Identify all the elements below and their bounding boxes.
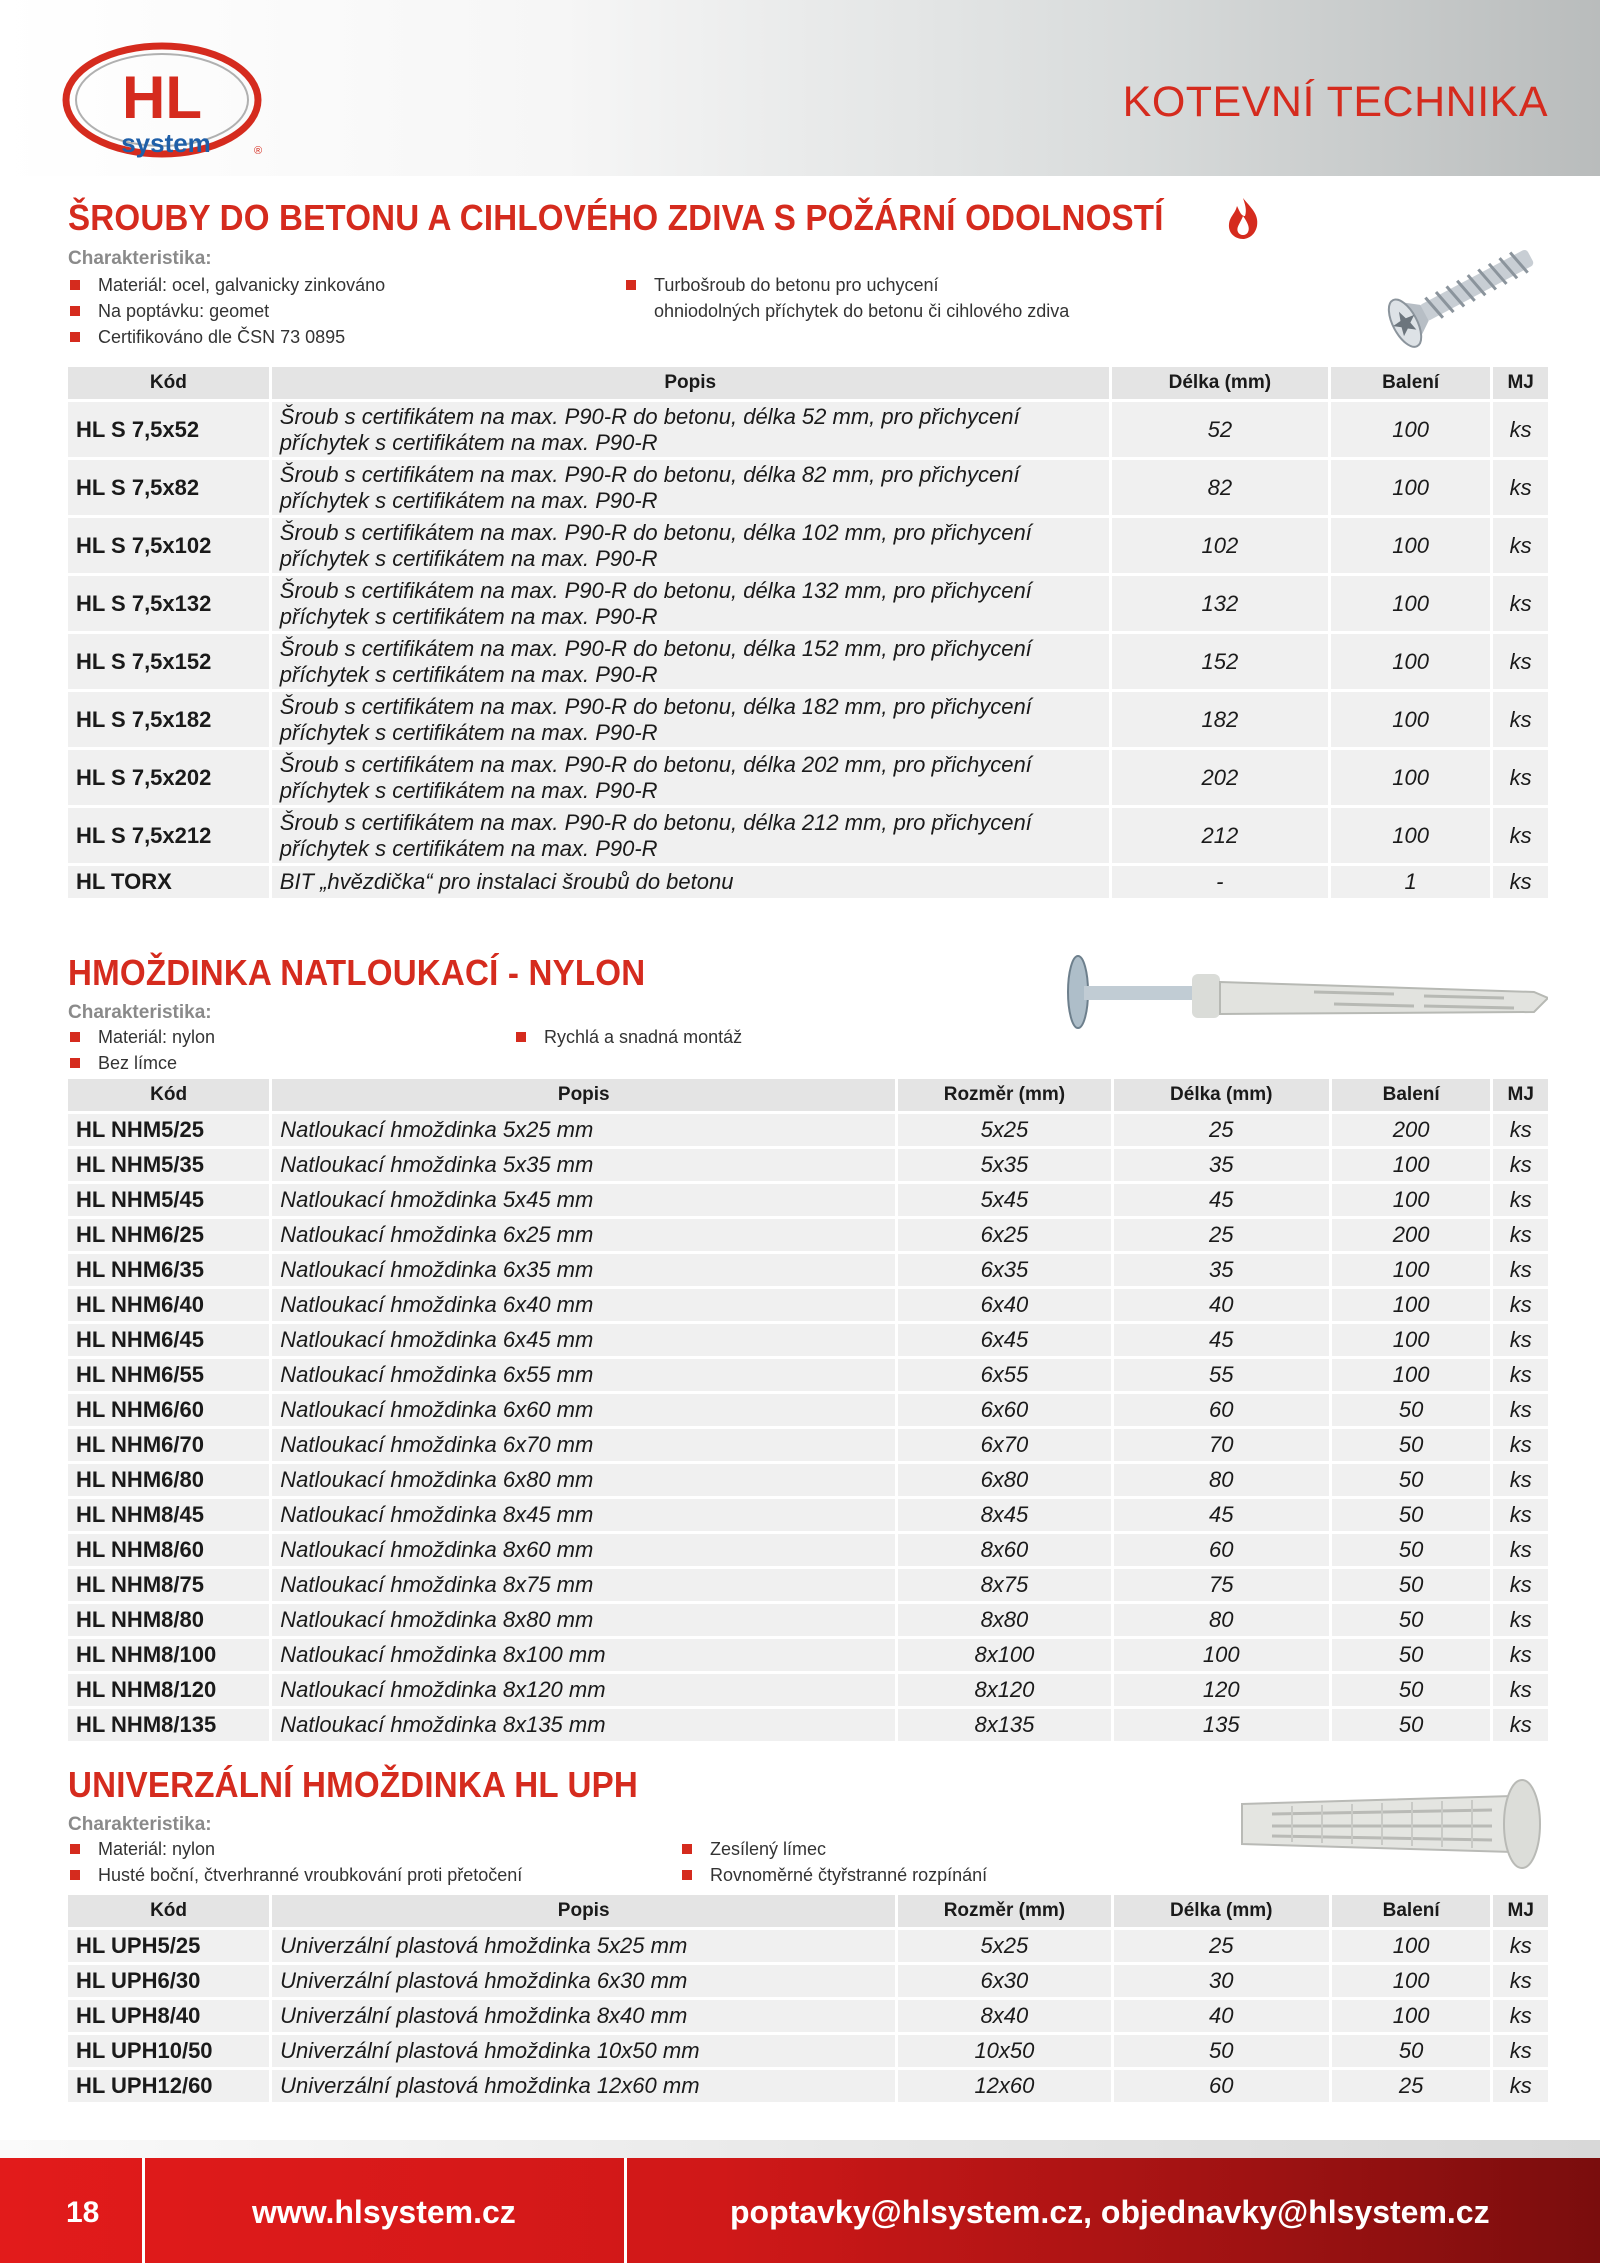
table-row — [68, 1394, 1548, 1426]
list-item: Turbošroub do betonu pro uchycení — [624, 272, 939, 298]
table-row — [68, 1219, 1548, 1251]
table-cell: ks — [1493, 1184, 1548, 1216]
column-header: Balení — [1331, 367, 1490, 399]
column-header: MJ — [1493, 1079, 1548, 1111]
table-row — [68, 808, 1548, 863]
table-cell: 45 — [1114, 1184, 1329, 1216]
table-cell: ks — [1493, 1114, 1548, 1146]
table-row — [68, 866, 1548, 898]
table-cell: HL NHM6/45 — [68, 1324, 269, 1356]
website-link[interactable]: www.hlsystem.cz — [252, 2194, 516, 2230]
table-cell: HL UPH10/50 — [68, 2035, 269, 2067]
table-row — [68, 518, 1548, 573]
table-cell: 8x135 — [898, 1709, 1110, 1741]
table-cell: 45 — [1114, 1499, 1329, 1531]
table-cell: 5x25 — [898, 1930, 1110, 1962]
column-header: MJ — [1493, 1895, 1548, 1927]
table-cell: 152 — [1112, 634, 1328, 689]
table-row — [68, 1289, 1548, 1321]
section-screws — [68, 196, 1548, 901]
table-cell: HL NHM8/45 — [68, 1499, 269, 1531]
column-header: Popis — [272, 367, 1109, 399]
table-cell: 100 — [1332, 1289, 1491, 1321]
table-cell: Natloukací hmoždinka 6x45 mm — [272, 1324, 895, 1356]
column-header: MJ — [1493, 367, 1548, 399]
table-cell: 30 — [1114, 1965, 1329, 1997]
table-cell: ks — [1493, 460, 1548, 515]
table-cell: 100 — [1332, 1254, 1491, 1286]
table-cell: HL S 7,5x152 — [68, 634, 269, 689]
list-item: Husté boční, čtverhranné vroubkování proti přetočení — [68, 1862, 522, 1888]
list-item: Na poptávku: geomet — [68, 298, 269, 324]
table-cell: HL NHM6/60 — [68, 1394, 269, 1426]
table-cell: 80 — [1114, 1464, 1329, 1496]
table-cell: HL S 7,5x102 — [68, 518, 269, 573]
characteristics-label: Charakteristika: — [68, 248, 212, 269]
table-cell: Univerzální plastová hmoždinka 6x30 mm — [272, 1965, 895, 1997]
column-header: Délka (mm) — [1114, 1079, 1329, 1111]
table-cell: 75 — [1114, 1569, 1329, 1601]
column-header: Rozměr (mm) — [898, 1895, 1110, 1927]
table-cell: Šroub s certifikátem na max. P90-R do betonu, délka 212 mm, pro přichycení příchytek s certifikátem na max. P90-R — [272, 808, 1109, 863]
table-cell: 50 — [1332, 1464, 1491, 1496]
table-cell: 40 — [1114, 2000, 1329, 2032]
table-row — [68, 1184, 1548, 1216]
list-item: Materiál: ocel, galvanicky zinkováno — [68, 272, 385, 298]
table-cell: Šroub s certifikátem na max. P90-R do betonu, délka 152 mm, pro přichycení příchytek s certifikátem na max. P90-R — [272, 634, 1109, 689]
table-cell: 6x40 — [898, 1289, 1110, 1321]
table-cell: 55 — [1114, 1359, 1329, 1391]
table-cell: 5x25 — [898, 1114, 1110, 1146]
table-cell: ks — [1493, 1149, 1548, 1181]
table-cell: ks — [1493, 1709, 1548, 1741]
table-cell: HL NHM8/135 — [68, 1709, 269, 1741]
table-cell: 132 — [1112, 576, 1328, 631]
table-cell: Univerzální plastová hmoždinka 5x25 mm — [272, 1930, 895, 1962]
column-header: Kód — [68, 1079, 269, 1111]
table-cell: ks — [1493, 1324, 1548, 1356]
table-cell: 50 — [1332, 2035, 1491, 2067]
table-row — [68, 460, 1548, 515]
table-cell: ks — [1493, 2035, 1548, 2067]
table-cell: 102 — [1112, 518, 1328, 573]
table-cell: 8x80 — [898, 1604, 1110, 1636]
svg-text:system: system — [121, 128, 211, 158]
table-cell: Natloukací hmoždinka 6x25 mm — [272, 1219, 895, 1251]
table-cell: 6x30 — [898, 1965, 1110, 1997]
universal-anchor-image — [1232, 1774, 1548, 1874]
table-cell: ks — [1493, 1639, 1548, 1671]
table-cell: HL NHM6/35 — [68, 1254, 269, 1286]
table-cell: 10x50 — [898, 2035, 1110, 2067]
table-cell: 45 — [1114, 1324, 1329, 1356]
table-cell: HL NHM8/60 — [68, 1534, 269, 1566]
table-cell: Natloukací hmoždinka 6x40 mm — [272, 1289, 895, 1321]
table-cell: 8x100 — [898, 1639, 1110, 1671]
table-cell: HL S 7,5x202 — [68, 750, 269, 805]
column-header: Balení — [1332, 1895, 1491, 1927]
table-row — [68, 1709, 1548, 1741]
table-cell: HL NHM8/120 — [68, 1674, 269, 1706]
table-cell: ks — [1493, 1289, 1548, 1321]
characteristics-label: Charakteristika: — [68, 1814, 212, 1835]
table-cell: 35 — [1114, 1149, 1329, 1181]
table-cell: ks — [1493, 1499, 1548, 1531]
table-row — [68, 1464, 1548, 1496]
table-cell: 50 — [1332, 1604, 1491, 1636]
table-cell: ks — [1493, 1604, 1548, 1636]
table-cell: 100 — [1331, 576, 1490, 631]
table-cell: ks — [1493, 634, 1548, 689]
table-cell: ks — [1493, 576, 1548, 631]
table-cell: Univerzální plastová hmoždinka 8x40 mm — [272, 2000, 895, 2032]
table-cell: 60 — [1114, 1534, 1329, 1566]
table-row — [68, 2000, 1548, 2032]
list-item: Certifikováno dle ČSN 73 0895 — [68, 324, 345, 350]
table-cell: 8x60 — [898, 1534, 1110, 1566]
table-cell: 50 — [1332, 1674, 1491, 1706]
table-row — [68, 750, 1548, 805]
table-row — [68, 1674, 1548, 1706]
table-cell: 50 — [1332, 1394, 1491, 1426]
section-title: HMOŽDINKA NATLOUKACÍ - NYLON — [68, 952, 646, 993]
table-cell: Šroub s certifikátem na max. P90-R do betonu, délka 132 mm, pro přichycení příchytek s certifikátem na max. P90-R — [272, 576, 1109, 631]
table-row — [68, 1359, 1548, 1391]
table-cell: 100 — [1331, 750, 1490, 805]
table-cell: 52 — [1112, 402, 1328, 457]
table-cell: Natloukací hmoždinka 8x60 mm — [272, 1534, 895, 1566]
column-header: Kód — [68, 367, 269, 399]
table-cell: ks — [1493, 2000, 1548, 2032]
page-number: 18 — [66, 2196, 100, 2229]
table-cell: 50 — [1332, 1639, 1491, 1671]
table-row — [68, 1569, 1548, 1601]
table-cell: Natloukací hmoždinka 8x100 mm — [272, 1639, 895, 1671]
table-cell: 100 — [1332, 2000, 1491, 2032]
table-cell: ks — [1493, 750, 1548, 805]
table-cell: 6x70 — [898, 1429, 1110, 1461]
table-cell: Natloukací hmoždinka 6x60 mm — [272, 1394, 895, 1426]
svg-text:®: ® — [254, 145, 263, 157]
table-cell: 120 — [1114, 1674, 1329, 1706]
table-cell: Natloukací hmoždinka 8x75 mm — [272, 1569, 895, 1601]
table-cell: HL NHM5/35 — [68, 1149, 269, 1181]
table-row — [68, 1149, 1548, 1181]
table-cell: ks — [1493, 1394, 1548, 1426]
product-table — [65, 1892, 1551, 2105]
table-cell: ks — [1493, 808, 1548, 863]
characteristics-list — [68, 1836, 1548, 1892]
table-cell: 5x45 — [898, 1184, 1110, 1216]
table-cell: 1 — [1331, 866, 1490, 898]
table-cell: ks — [1493, 402, 1548, 457]
table-cell: 100 — [1331, 460, 1490, 515]
table-cell: 6x45 — [898, 1324, 1110, 1356]
table-cell: HL UPH8/40 — [68, 2000, 269, 2032]
page-footer — [0, 2158, 1600, 2263]
table-cell: 6x60 — [898, 1394, 1110, 1426]
list-item: Materiál: nylon — [68, 1836, 215, 1862]
table-cell: HL S 7,5x212 — [68, 808, 269, 863]
table-cell: 100 — [1114, 1639, 1329, 1671]
table-cell: 100 — [1331, 634, 1490, 689]
table-cell: 8x45 — [898, 1499, 1110, 1531]
table-row — [68, 1930, 1548, 1962]
table-row — [68, 1114, 1548, 1146]
table-cell: ks — [1493, 1930, 1548, 1962]
svg-text:HL: HL — [122, 64, 202, 131]
page-header — [0, 0, 1600, 176]
characteristics-list — [68, 270, 1548, 364]
table-row — [68, 1534, 1548, 1566]
table-cell: Natloukací hmoždinka 6x70 mm — [272, 1429, 895, 1461]
table-cell: 6x55 — [898, 1359, 1110, 1391]
table-cell: 6x80 — [898, 1464, 1110, 1496]
table-cell: ks — [1493, 1359, 1548, 1391]
table-cell: 80 — [1114, 1604, 1329, 1636]
table-cell: HL NHM6/55 — [68, 1359, 269, 1391]
table-cell: 50 — [1332, 1569, 1491, 1601]
table-cell: HL NHM6/40 — [68, 1289, 269, 1321]
table-row — [68, 1429, 1548, 1461]
table-cell: Šroub s certifikátem na max. P90-R do betonu, délka 202 mm, pro přichycení příchytek s certifikátem na max. P90-R — [272, 750, 1109, 805]
table-cell: HL S 7,5x82 — [68, 460, 269, 515]
table-cell: 60 — [1114, 1394, 1329, 1426]
table-cell: Šroub s certifikátem na max. P90-R do betonu, délka 182 mm, pro přichycení příchytek s certifikátem na max. P90-R — [272, 692, 1109, 747]
table-cell: 25 — [1332, 2070, 1491, 2102]
list-item: Rovnoměrné čtyřstranné rozpínání — [680, 1862, 987, 1888]
column-header: Kód — [68, 1895, 269, 1927]
table-cell: ks — [1493, 2070, 1548, 2102]
table-cell: 6x35 — [898, 1254, 1110, 1286]
table-cell: ks — [1493, 1569, 1548, 1601]
table-cell: HL S 7,5x132 — [68, 576, 269, 631]
email-links[interactable]: poptavky@hlsystem.cz, objednavky@hlsystem.cz — [730, 2194, 1490, 2230]
table-row — [68, 2035, 1548, 2067]
table-row — [68, 402, 1548, 457]
table-cell: 25 — [1114, 1930, 1329, 1962]
list-item: Rychlá a snadná montáž — [514, 1024, 742, 1050]
table-cell: 60 — [1114, 2070, 1329, 2102]
footer-separator — [142, 2158, 145, 2263]
column-header: Délka (mm) — [1112, 367, 1328, 399]
table-cell: 100 — [1331, 402, 1490, 457]
table-cell: ks — [1493, 1674, 1548, 1706]
hl-system-logo — [62, 34, 272, 164]
table-cell: HL NHM6/70 — [68, 1429, 269, 1461]
section-title: ŠROUBY DO BETONU A CIHLOVÉHO ZDIVA S POŽÁRNÍ ODOLNOSTÍ — [68, 197, 1164, 238]
table-cell: HL UPH12/60 — [68, 2070, 269, 2102]
table-row — [68, 1639, 1548, 1671]
table-cell: Natloukací hmoždinka 6x35 mm — [272, 1254, 895, 1286]
table-cell: 135 — [1114, 1709, 1329, 1741]
table-cell: ks — [1493, 1534, 1548, 1566]
table-cell: Natloukací hmoždinka 8x120 mm — [272, 1674, 895, 1706]
table-cell: Natloukací hmoždinka 8x135 mm — [272, 1709, 895, 1741]
footer-separator — [624, 2158, 627, 2263]
table-cell: ks — [1493, 1219, 1548, 1251]
table-cell: 100 — [1331, 518, 1490, 573]
table-cell: ks — [1493, 1464, 1548, 1496]
list-item: Zesílený límec — [680, 1836, 826, 1862]
column-header: Délka (mm) — [1114, 1895, 1329, 1927]
table-cell: 100 — [1332, 1149, 1491, 1181]
table-cell: HL NHM8/75 — [68, 1569, 269, 1601]
table-row — [68, 1499, 1548, 1531]
table-cell: HL S 7,5x182 — [68, 692, 269, 747]
table-cell: HL NHM8/100 — [68, 1639, 269, 1671]
table-cell: 100 — [1332, 1184, 1491, 1216]
table-cell: HL UPH6/30 — [68, 1965, 269, 1997]
table-cell: Šroub s certifikátem na max. P90-R do betonu, délka 52 mm, pro přichycení příchytek s certifikátem na max. P90-R — [272, 402, 1109, 457]
table-cell: 100 — [1331, 808, 1490, 863]
table-cell: ks — [1493, 1965, 1548, 1997]
table-row — [68, 1604, 1548, 1636]
table-row — [68, 1965, 1548, 1997]
table-cell: Natloukací hmoždinka 6x80 mm — [272, 1464, 895, 1496]
table-cell: 200 — [1332, 1219, 1491, 1251]
section-title: UNIVERZÁLNÍ HMOŽDINKA HL UPH — [68, 1764, 639, 1805]
fire-icon — [1223, 196, 1263, 240]
table-cell: 25 — [1114, 1114, 1329, 1146]
table-cell: 202 — [1112, 750, 1328, 805]
characteristics-list — [68, 1024, 1548, 1076]
table-cell: 50 — [1332, 1534, 1491, 1566]
table-cell: ks — [1493, 692, 1548, 747]
table-cell: 12x60 — [898, 2070, 1110, 2102]
table-cell: 100 — [1331, 692, 1490, 747]
product-table — [65, 1076, 1551, 1744]
table-cell: Natloukací hmoždinka 8x80 mm — [272, 1604, 895, 1636]
table-row — [68, 1324, 1548, 1356]
table-cell: ks — [1493, 866, 1548, 898]
table-cell: Univerzální plastová hmoždinka 12x60 mm — [272, 2070, 895, 2102]
table-cell: 82 — [1112, 460, 1328, 515]
table-cell: 100 — [1332, 1324, 1491, 1356]
concrete-screw-image — [1368, 230, 1548, 360]
table-row — [68, 1254, 1548, 1286]
category-banner: KOTEVNÍ TECHNIKA — [1122, 78, 1548, 126]
table-cell: 200 — [1332, 1114, 1491, 1146]
list-item: Materiál: nylon — [68, 1024, 215, 1050]
section-nylon-anchor — [68, 952, 1548, 1744]
characteristics-label: Charakteristika: — [68, 1002, 212, 1023]
table-cell: 8x75 — [898, 1569, 1110, 1601]
table-row — [68, 2070, 1548, 2102]
table-cell: ks — [1493, 1429, 1548, 1461]
table-row — [68, 634, 1548, 689]
column-header: Popis — [272, 1079, 895, 1111]
table-cell: 5x35 — [898, 1149, 1110, 1181]
table-cell: 212 — [1112, 808, 1328, 863]
table-cell: 182 — [1112, 692, 1328, 747]
table-cell: ks — [1493, 518, 1548, 573]
table-cell: Šroub s certifikátem na max. P90-R do betonu, délka 82 mm, pro přichycení příchytek s certifikátem na max. P90-R — [272, 460, 1109, 515]
table-cell: HL NHM6/25 — [68, 1219, 269, 1251]
list-item: ohniodolných příchytek do betonu či cihlového zdiva — [654, 301, 1070, 321]
table-cell: 50 — [1332, 1709, 1491, 1741]
table-cell: Natloukací hmoždinka 5x35 mm — [272, 1149, 895, 1181]
table-cell: 100 — [1332, 1965, 1491, 1997]
table-cell: 50 — [1114, 2035, 1329, 2067]
table-cell: BIT „hvězdička“ pro instalaci šroubů do betonu — [272, 866, 1109, 898]
table-cell: HL NHM5/25 — [68, 1114, 269, 1146]
table-cell: 40 — [1114, 1289, 1329, 1321]
table-cell: HL NHM8/80 — [68, 1604, 269, 1636]
table-cell: HL S 7,5x52 — [68, 402, 269, 457]
table-cell: 50 — [1332, 1499, 1491, 1531]
table-cell: - — [1112, 866, 1328, 898]
product-table — [65, 364, 1551, 901]
hammer-anchor-image — [1064, 952, 1548, 1048]
table-cell: Univerzální plastová hmoždinka 10x50 mm — [272, 2035, 895, 2067]
list-item: Bez límce — [68, 1050, 177, 1076]
table-row — [68, 576, 1548, 631]
table-cell: HL NHM6/80 — [68, 1464, 269, 1496]
table-cell: HL NHM5/45 — [68, 1184, 269, 1216]
footer-divider — [0, 2140, 1600, 2158]
table-cell: Natloukací hmoždinka 8x45 mm — [272, 1499, 895, 1531]
table-cell: 6x25 — [898, 1219, 1110, 1251]
table-cell: Natloukací hmoždinka 5x45 mm — [272, 1184, 895, 1216]
table-cell: HL UPH5/25 — [68, 1930, 269, 1962]
table-cell: Natloukací hmoždinka 6x55 mm — [272, 1359, 895, 1391]
table-cell: 50 — [1332, 1429, 1491, 1461]
table-cell: Šroub s certifikátem na max. P90-R do betonu, délka 102 mm, pro přichycení příchytek s certifikátem na max. P90-R — [272, 518, 1109, 573]
table-cell: 8x40 — [898, 2000, 1110, 2032]
table-cell: ks — [1493, 1254, 1548, 1286]
table-cell: 8x120 — [898, 1674, 1110, 1706]
table-cell: 100 — [1332, 1930, 1491, 1962]
table-cell: Natloukací hmoždinka 5x25 mm — [272, 1114, 895, 1146]
section-universal-anchor — [68, 1764, 1548, 2105]
table-row — [68, 692, 1548, 747]
table-cell: 70 — [1114, 1429, 1329, 1461]
table-cell: 35 — [1114, 1254, 1329, 1286]
table-cell: 100 — [1332, 1359, 1491, 1391]
column-header: Balení — [1332, 1079, 1491, 1111]
column-header: Popis — [272, 1895, 895, 1927]
table-cell: 25 — [1114, 1219, 1329, 1251]
column-header: Rozměr (mm) — [898, 1079, 1110, 1111]
table-cell: HL TORX — [68, 866, 269, 898]
